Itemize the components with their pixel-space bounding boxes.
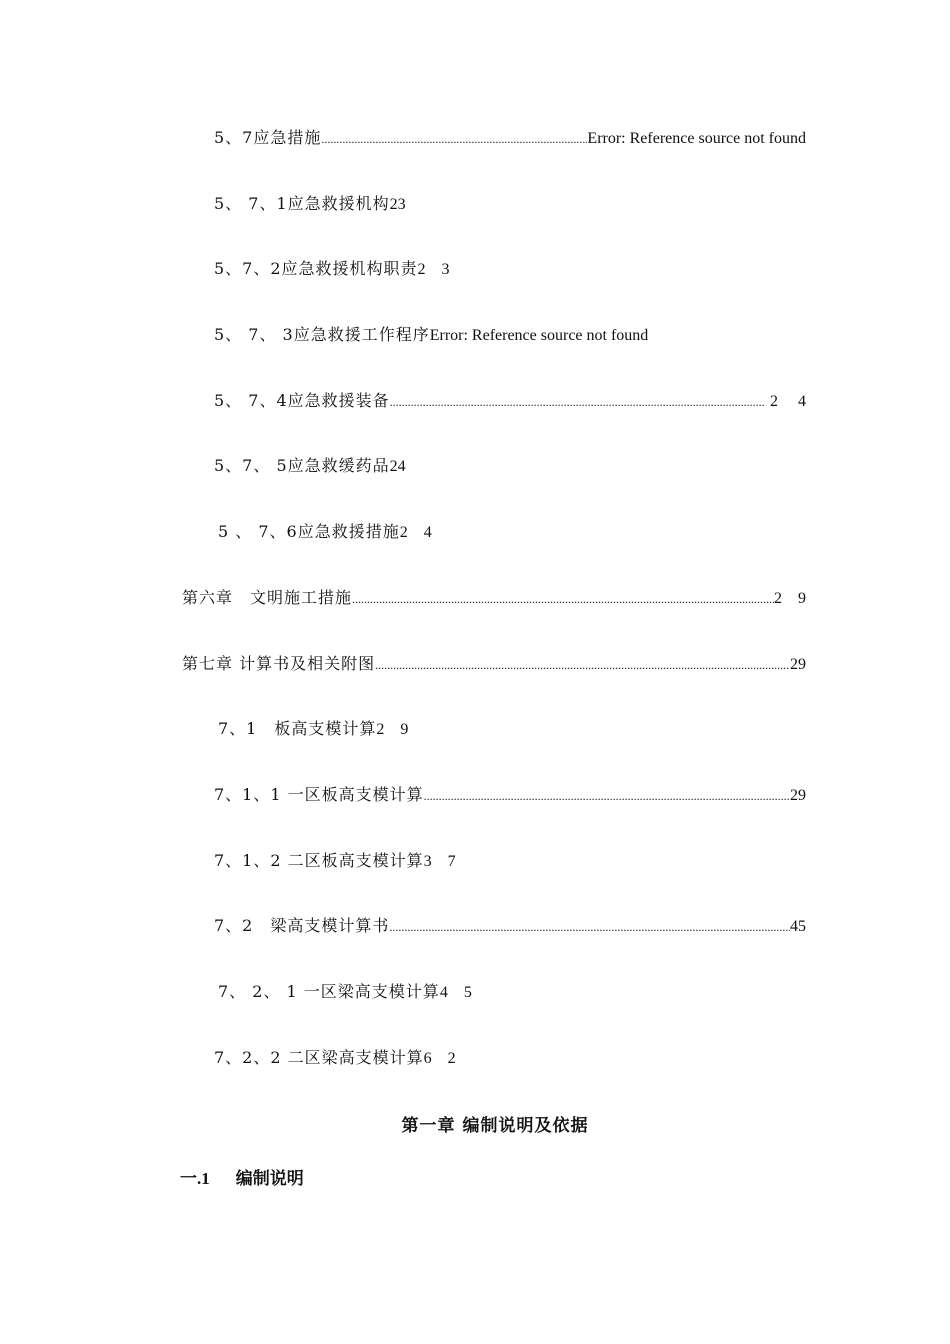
toc-entry-page: Error: Reference source not found — [429, 327, 649, 344]
toc-entry[interactable] — [214, 454, 406, 478]
toc-entry[interactable] — [214, 914, 806, 938]
section-title: 编制说明 — [235, 1169, 304, 1189]
toc-entry-page: 6 2 — [423, 1050, 462, 1067]
toc-entry-label: 第六章 文明施工措施 — [182, 588, 353, 607]
toc-entry[interactable] — [214, 389, 814, 413]
toc-entry-page: 45 — [790, 918, 806, 935]
toc-entry-label: 第七章 计算书及相关附图 — [182, 654, 376, 673]
toc-dot-leader — [375, 653, 790, 677]
toc-entry-page: Error: Reference source not found — [587, 130, 806, 147]
toc-entry-label: 7、2、2 二区梁高支模计算 — [214, 1048, 424, 1067]
toc-entry[interactable] — [214, 849, 462, 873]
chapter-heading: 第一章 编制说明及依据 — [401, 1116, 589, 1136]
toc-entry-label: 7、1 板高支模计算 — [218, 719, 377, 738]
toc-entry[interactable] — [182, 652, 806, 676]
toc-dot-leader — [321, 127, 587, 151]
toc-entry-page: 4 5 — [439, 984, 478, 1001]
toc-dot-leader — [390, 390, 764, 414]
toc-entry-label: 5、 7、 3应急救援工作程序 — [214, 325, 430, 344]
toc-entry[interactable] — [218, 717, 414, 741]
toc-entry-page: 2 4 — [770, 393, 814, 410]
toc-entry[interactable] — [218, 980, 478, 1004]
section-number: 一.1 — [180, 1169, 210, 1188]
toc-entry-label: 7、 2、 1 一区梁高支模计算 — [218, 982, 440, 1001]
toc-entry-label: 5、 7、4应急救援装备 — [214, 391, 390, 410]
toc-dot-leader — [424, 784, 790, 808]
toc-entry[interactable] — [214, 323, 648, 347]
toc-entry-page: 2 9 — [774, 590, 812, 607]
toc-entry[interactable] — [214, 126, 806, 150]
toc-entry[interactable] — [214, 257, 456, 281]
toc-entry[interactable] — [214, 783, 806, 807]
toc-entry[interactable] — [214, 192, 406, 216]
toc-entry[interactable] — [218, 520, 438, 544]
toc-entry[interactable] — [182, 586, 812, 610]
toc-entry-label: 7、1、2 二区板高支模计算 — [214, 851, 424, 870]
toc-entry-page: 2 9 — [376, 721, 415, 738]
toc-entry-page: 23 — [389, 196, 406, 213]
toc-entry-label: 5 、 7、6应急救援措施 — [218, 522, 400, 541]
toc-entry-page: 2 3 — [417, 261, 456, 278]
toc-entry-label: 5、7应急措施 — [214, 128, 322, 147]
toc-entry-label: 7、2 梁高支模计算书 — [214, 916, 390, 935]
section-heading — [180, 1164, 304, 1189]
toc-dot-leader — [352, 587, 774, 611]
toc-entry-page: 2 4 — [399, 524, 438, 541]
toc-entry-page: 3 7 — [423, 853, 462, 870]
toc-entry-page: 29 — [790, 656, 806, 673]
toc-entry[interactable] — [214, 1046, 462, 1070]
toc-dot-leader — [389, 915, 790, 939]
toc-entry-label: 5、7、 5应急救缓药品 — [214, 456, 390, 475]
toc-entry-label: 5、7、2应急救援机构职责 — [214, 259, 418, 278]
toc-entry-page: 29 — [790, 787, 806, 804]
toc-entry-label: 7、1、1 一区板高支模计算 — [214, 785, 424, 804]
toc-entry-page: 24 — [389, 458, 406, 475]
toc-entry-label: 5、 7、1应急救援机构 — [214, 194, 390, 213]
